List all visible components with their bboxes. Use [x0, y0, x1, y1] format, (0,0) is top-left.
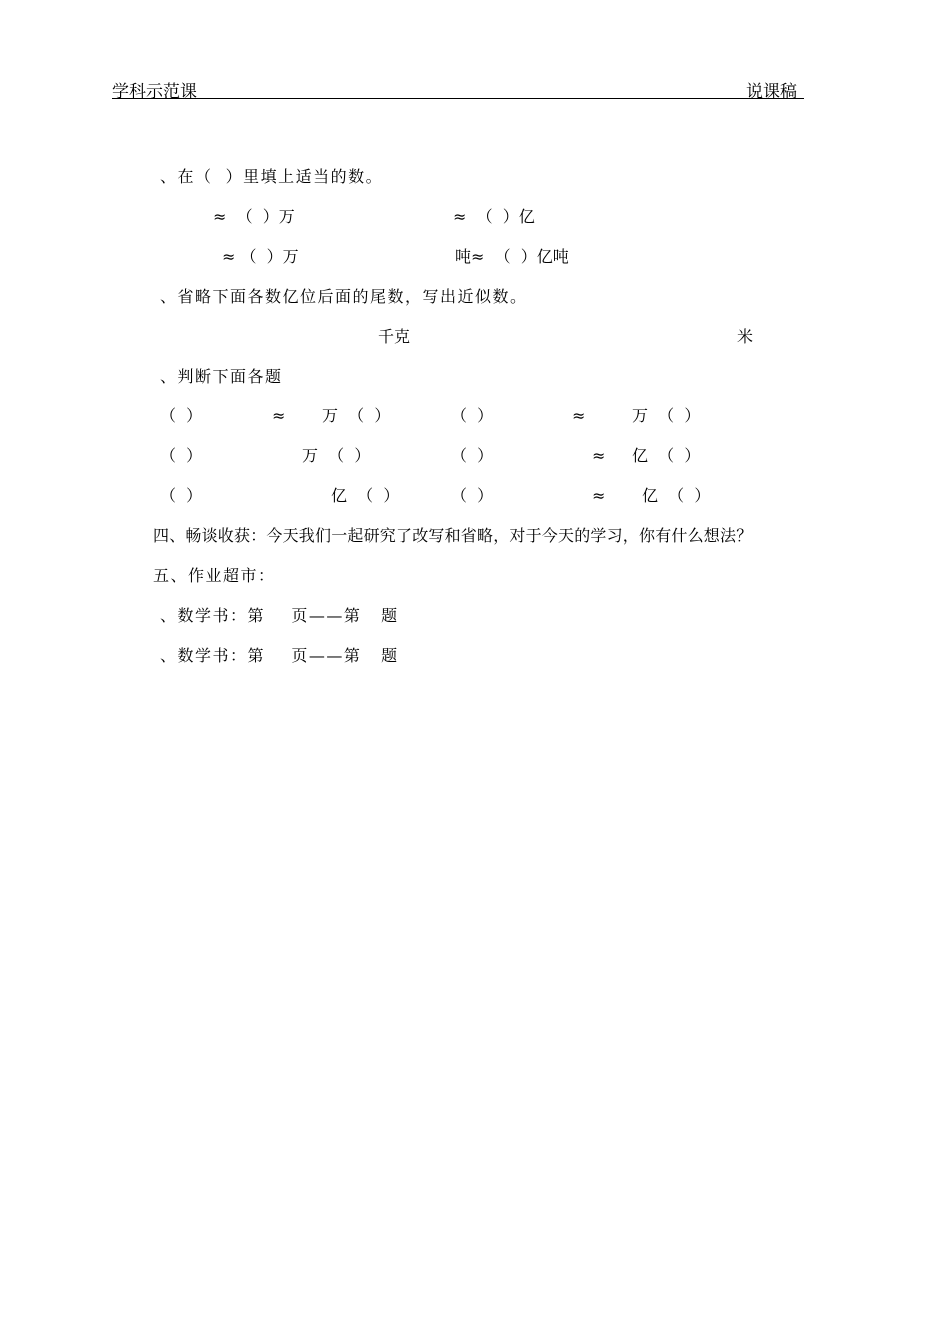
q1-row1-right: ≈ （ ）亿	[453, 207, 535, 226]
q3-row1-left-answer: 万 （ ）	[322, 406, 391, 425]
q1-row2-right: 吨≈ （ ）亿吨	[455, 247, 569, 266]
q3-row1-left-approx: ≈	[272, 406, 286, 425]
q3-row2-left-judgement: （ ）	[160, 446, 203, 465]
q3-row3-right-judgement: （ ）	[451, 486, 494, 505]
header-divider	[112, 98, 804, 99]
q2-title: 、省略下面各数亿位后面的尾数，写出近似数。	[160, 287, 528, 306]
q3-row2-right-answer: 亿 （ ）	[632, 446, 701, 465]
section5-title: 五、作业超市：	[153, 566, 276, 585]
q3-row2-right-judgement: （ ）	[451, 446, 494, 465]
q3-row3-right-answer: 亿 （ ）	[642, 486, 711, 505]
q3-row2-right-approx: ≈	[592, 446, 606, 465]
q3-row3-right-approx: ≈	[592, 486, 606, 505]
q3-row3-left-judgement: （ ）	[160, 486, 203, 505]
q3-title: 、判断下面各题	[160, 367, 283, 386]
q3-row1-right-approx: ≈	[572, 406, 586, 425]
q1-row2-left: ≈ （ ）万	[222, 247, 299, 266]
q2-unit-kilogram: 千克	[378, 327, 411, 346]
header-doc-type-label: 说课稿	[746, 82, 797, 102]
header-subject-label: 学科示范课	[112, 82, 197, 102]
q2-unit-meter: 米	[737, 327, 754, 346]
q3-row2-left-answer: 万 （ ）	[302, 446, 371, 465]
section4-reflection: 四、畅谈收获：今天我们一起研究了改写和省略，对于今天的学习，你有什么想法？	[153, 526, 753, 545]
q3-row1-right-judgement: （ ）	[451, 406, 494, 425]
homework-item-2: 、数学书：第 页——第 题	[160, 646, 399, 665]
q1-title: 、在（ ）里填上适当的数。	[160, 167, 384, 186]
q1-row1-left: ≈ （ ）万	[213, 207, 295, 226]
q3-row1-right-answer: 万 （ ）	[632, 406, 701, 425]
q3-row3-left-answer: 亿 （ ）	[331, 486, 400, 505]
q3-row1-left-judgement: （ ）	[160, 406, 203, 425]
homework-item-1: 、数学书：第 页——第 题	[160, 606, 399, 625]
